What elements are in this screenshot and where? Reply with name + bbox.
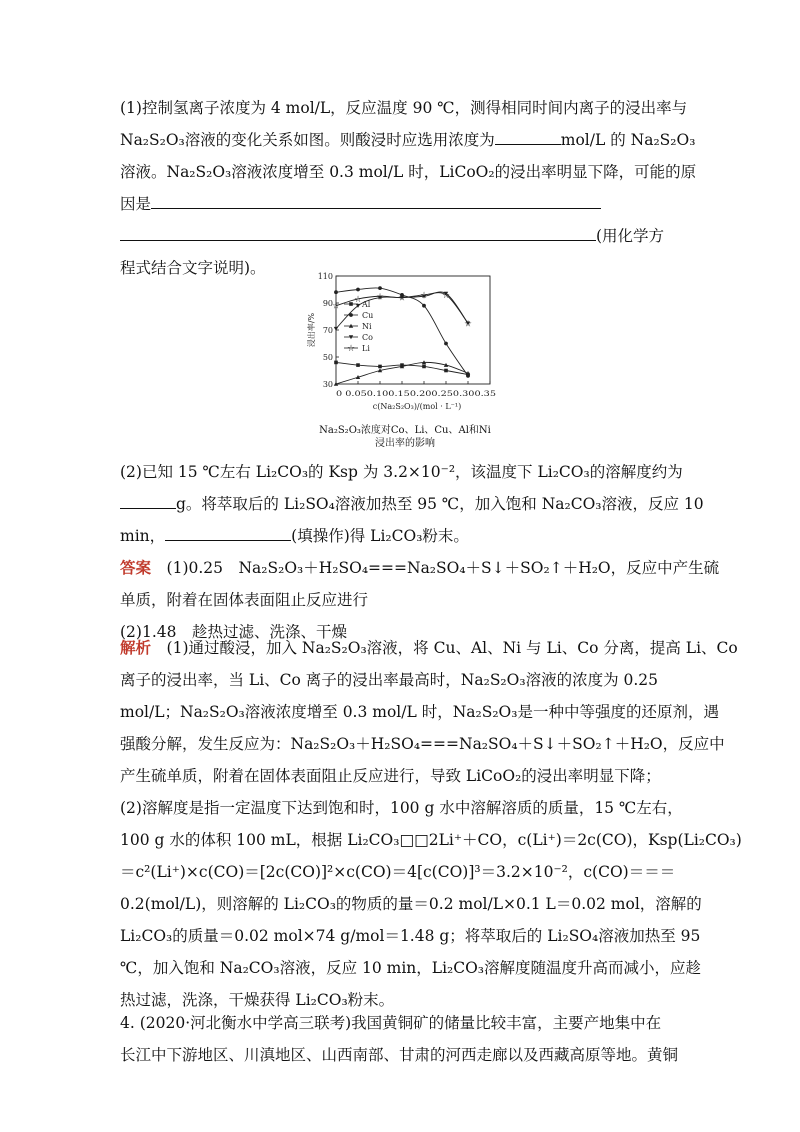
data-point-li: ☆ xyxy=(441,290,451,301)
text-line: 程式结合文字说明)。 xyxy=(120,259,266,277)
text-line: 热过滤，洗涤，干燥获得 Li₂CO₃粉末。 xyxy=(120,991,395,1009)
text-line: Li₂CO₃的质量＝0.02 mol×74 g/mol＝1.48 g；将萃取后的 Li₂SO₄溶液加热至 95 xyxy=(120,927,701,945)
answer-tag: 答案 xyxy=(120,559,152,577)
y-tick-label: 110 xyxy=(317,272,333,281)
text-span: (1)通过酸浸，加入 Na₂S₂O₃溶液，将 Cu、Al、Ni 与 Li、Co 分离，提高 Li、Co xyxy=(166,639,738,657)
y-tick-label: 50 xyxy=(322,353,333,362)
text-line xyxy=(120,124,696,156)
legend-label-co: Co xyxy=(362,333,373,342)
text-line xyxy=(120,488,704,520)
data-point-li: ☆ xyxy=(463,319,473,330)
data-point-cu xyxy=(356,288,360,292)
question-4 xyxy=(120,1007,682,1071)
legend-label-al: Al xyxy=(362,300,371,309)
text-span: (用化学方 xyxy=(596,227,665,245)
figure-caption-line-2: 浸出率的影响 xyxy=(375,438,435,449)
answer-blank[interactable] xyxy=(120,222,596,241)
text-line: 强酸分解，发生反应为：Na₂S₂O₃＋H₂SO₄===Na₂SO₄＋S↓＋SO₂↑＋H₂O，反应中 xyxy=(120,735,725,753)
x-tick-labels: 0 0.050.100.150.200.250.300.35 xyxy=(336,389,497,398)
text-span: (填操作)得 Li₂CO₃粉末。 xyxy=(291,527,469,545)
text-line: 100 g 水的体积 100 mL，根据 Li₂CO₃□□2Li⁺＋CO，c(Li⁺)＝2c(CO)，Ksp(Li₂CO₃) xyxy=(120,831,742,849)
text-line xyxy=(120,552,720,584)
data-point-li: ☆ xyxy=(331,301,341,312)
answer-blank[interactable] xyxy=(165,522,291,541)
data-point-al xyxy=(444,369,448,373)
legend-marker-cu xyxy=(349,313,353,317)
text-span: Na₂S₂O₃溶液的变化关系如图。则酸浸时应选用浓度为 xyxy=(120,131,495,149)
y-tick-label: 70 xyxy=(322,326,333,335)
text-line: 4. (2020·河北衡水中学高三联考)我国黄铜矿的储量比较丰富，主要产地集中在 xyxy=(120,1014,662,1032)
data-point-li: ☆ xyxy=(375,292,385,303)
text-line: 产生硫单质，附着在固体表面阻止反应进行，导致 LiCoO₂的浸出率明显下降； xyxy=(120,767,661,785)
data-point-li: ☆ xyxy=(353,294,363,305)
text-line: 长江中下游地区、川滇地区、山西南部、甘肃的河西走廊以及西藏高原等地。黄铜 xyxy=(120,1046,679,1064)
data-point-cu xyxy=(444,342,448,346)
text-line: 0.2(mol/L)，则溶解的 Li₂CO₃的物质的量＝0.2 mol/L×0.1 L＝0.02 mol，溶解的 xyxy=(120,895,702,913)
text-line: 溶液。Na₂S₂O₃溶液浓度增至 0.3 mol/L 时，LiCoO₂的浸出率明显下降，可能的原 xyxy=(120,163,697,181)
text-line: ℃，加入饱和 Na₂CO₃溶液，反应 10 min，Li₂CO₃溶解度随温度升高而减小，应趁 xyxy=(120,959,702,977)
question-part-1 xyxy=(120,92,697,284)
y-tick-label: 90 xyxy=(322,299,333,308)
text-line: mol/L；Na₂S₂O₃溶液浓度增至 0.3 mol/L 时，Na₂S₂O₃是一种中等强度的还原剂，遇 xyxy=(120,703,719,721)
text-line: 单质，附着在固体表面阻止反应进行 xyxy=(120,591,369,609)
text-span: g。将萃取后的 Li₂SO₄溶液加热至 95 ℃，加入饱和 Na₂CO₃溶液，反应 10 xyxy=(176,495,704,513)
analysis-tag: 解析 xyxy=(120,639,152,657)
data-point-cu xyxy=(422,304,426,308)
y-tick-label: 30 xyxy=(322,380,333,389)
data-point-al xyxy=(334,361,338,365)
data-point-al xyxy=(356,363,360,367)
chart-svg xyxy=(300,268,510,418)
answer-blank[interactable] xyxy=(495,126,561,145)
text-span: (1)0.25 Na₂S₂O₃＋H₂SO₄===Na₂SO₄＋S↓＋SO₂↑＋H₂O，反应中产生硫 xyxy=(166,559,720,577)
x-axis-label: c(Na₂S₂O₃)/(mol · L⁻¹) xyxy=(372,402,462,411)
text-line: (1)控制氢离子浓度为 4 mol/L，反应温度 90 ℃，测得相同时间内离子的浸出率与 xyxy=(120,99,688,117)
text-span: 因是 xyxy=(120,195,152,213)
plot-frame xyxy=(336,276,490,384)
data-point-al xyxy=(422,365,426,369)
text-line xyxy=(120,520,682,552)
analysis-block xyxy=(120,632,742,1016)
data-point-li: ☆ xyxy=(397,293,407,304)
data-point-al xyxy=(378,365,382,369)
legend-marker-li: ☆ xyxy=(346,344,356,354)
figure-caption-line-1: Na₂S₂O₃浓度对Co、Li、Cu、Al和Ni xyxy=(319,425,491,436)
text-line: (2)已知 15 ℃左右 Li₂CO₃的 Ksp 为 3.2×10⁻²，该温度下 Li₂CO₃的溶解度约为 xyxy=(120,463,683,481)
answer-blank[interactable] xyxy=(151,190,601,209)
text-line xyxy=(120,220,682,252)
text-line: (2)1.48 趁热过滤、洗涤、干燥 xyxy=(120,623,347,641)
y-axis-label: 浸出率/% xyxy=(307,312,316,348)
text-line: ＝c²(Li⁺)×c(CO)＝[2c(CO)]²×c(CO)＝4[c(CO)]³＝3.2×10⁻²，c(CO)＝＝＝ xyxy=(120,863,676,881)
legend-label-ni: Ni xyxy=(362,322,372,331)
legend-label-li: Li xyxy=(362,344,370,353)
legend-marker-al xyxy=(349,302,353,306)
text-span: min， xyxy=(120,527,166,545)
text-line: 离子的浸出率，当 Li、Co 离子的浸出率最高时，Na₂S₂O₃溶液的浓度为 0.25 xyxy=(120,671,659,689)
legend-label-cu: Cu xyxy=(362,311,374,320)
text-line xyxy=(120,632,738,664)
answer-blank[interactable] xyxy=(120,490,176,509)
data-point-li: ☆ xyxy=(419,290,429,301)
data-point-cu xyxy=(378,286,382,290)
text-line xyxy=(120,188,682,220)
data-point-cu xyxy=(334,290,338,294)
text-span: mol/L 的 Na₂S₂O₃ xyxy=(560,131,696,149)
question-part-2 xyxy=(120,456,704,552)
text-line: (2)溶解度是指一定温度下达到饱和时，100 g 水中溶解溶质的质量，15 ℃左右， xyxy=(120,799,683,817)
